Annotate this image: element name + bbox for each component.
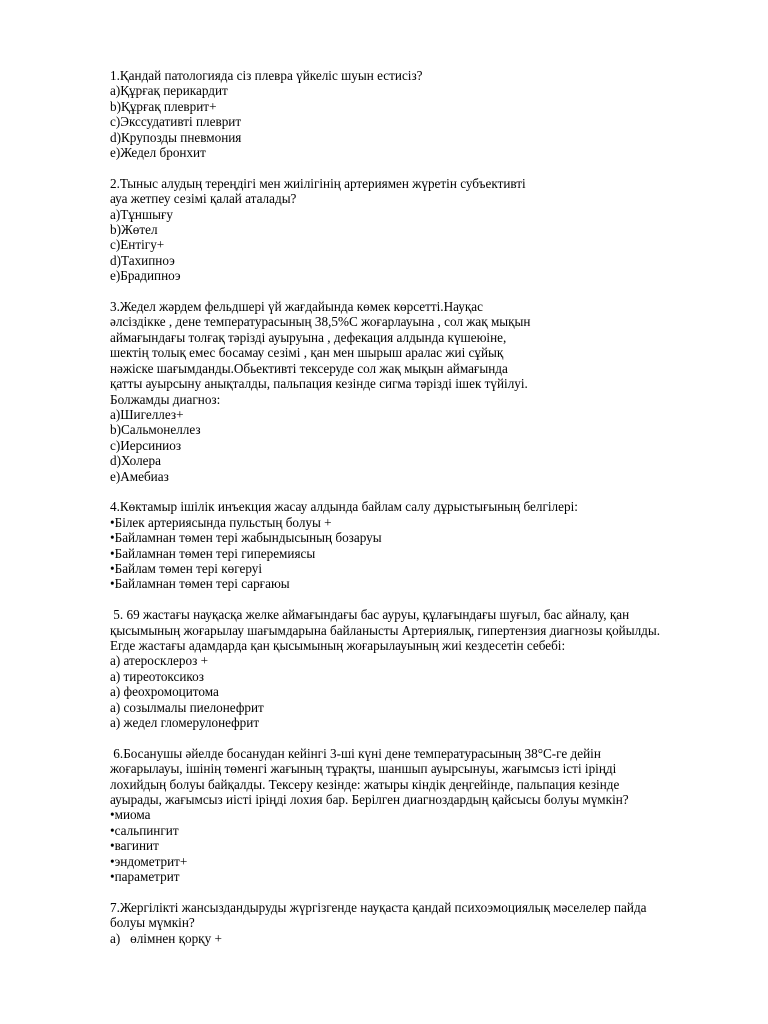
answer-option: d)Крупозды пневмония [110,129,242,145]
question-text: жоғарылауы, ішінің төменгі жағының тұрақты, шаншып ауырсынуы, жағымсыз істі іріңді [110,761,617,777]
question-text: 1.Қандай патологияда сіз плевра үйкеліс шуын естисіз? [110,68,423,83]
answer-option: •Байламнан төмен тері гиперемиясы [110,545,316,561]
document-page [110,68,720,961]
question-1 [110,68,720,160]
answer-option: c)Ентігу+ [110,237,165,253]
answer-option: a)Тұншығу [110,206,173,222]
answer-option: •вагинит [110,838,159,854]
answer-option: а) тиреотоксикоз [110,668,204,684]
answer-option: e)Жедел бронхит [110,145,206,161]
answer-option: •Байламнан төмен тері сарғаюы [110,576,290,592]
answer-option: •Байламнан төмен тері жабындысының бозаруы [110,530,382,546]
question-text: шектің толық емес босамау сезімі , қан мен шырыш аралас жиі сұйық [110,345,504,361]
answer-option: •миома [110,807,151,823]
answer-option: •эндометрит+ [110,853,188,869]
question-4 [110,499,720,591]
question-text: 5. 69 жастағы науқасқа желке аймағындағы бас ауруы, құлағындағы шуғыл, бас айналу, қан [110,607,630,623]
question-text: ауа жетпеу сезімі қалай аталады? [110,191,297,207]
answer-option: d)Тахипноэ [110,252,175,268]
question-text: 6.Босанушы әйелде босанудан кейінгі 3-ші күні дене температурасының 38°С-ге дейін [110,745,601,761]
answer-option: •сальпингит [110,822,179,838]
answer-option: а) феохромоцитома [110,684,219,700]
question-text: нәжіске шағымданды.Обьективті тексеруде сол жақ мықын аймағында [110,360,508,376]
answer-option: а) атеросклероз + [110,653,209,669]
answer-option: a)Құрғақ перикардит [110,83,228,99]
answer-option: •Байлам төмен тері көгеруі [110,560,263,576]
question-text: 2.Тыныс алудың тереңдігі мен жиілігінің артериямен жүретін субъективті [110,175,526,191]
question-text: аймағындағы толғақ тәрізді ауыруына , дефекация алдында күшеюіне, [110,329,507,345]
answer-option: e)Брадипноэ [110,268,181,284]
answer-option: b)Сальмонеллез [110,422,201,438]
question-7 [110,900,720,946]
question-text: лохийдың болуы байқалды. Тексеру кезінде: жатыры кіндік деңгейінде, пальпация кезінде [110,776,620,792]
answer-option: b)Құрғақ плеврит+ [110,98,217,114]
answer-option: e)Амебиаз [110,468,169,484]
answer-option: c)Экссудативті плеврит [110,114,242,130]
answer-option: •параметрит [110,869,180,885]
question-5 [110,607,720,730]
question-text: 4.Көктамыр ішілік инъекция жасау алдында байлам салу дұрыстығының белгілері: [110,499,578,515]
question-3 [110,299,720,484]
answer-option: d)Холера [110,453,161,469]
question-text: ауырады, жағымсыз иісті іріңді лохия бар. Берілген диагноздардың қайсысы болуы мүмкін? [110,792,629,808]
question-text: 3.Жедел жәрдем фельдшері үй жағдайында көмек көрсетті.Науқас [110,299,483,315]
answer-option: а) созылмалы пиелонефрит [110,699,264,715]
answer-option: а) жедел гломерулонефрит [110,715,260,730]
question-text: қатты ауырсыну анықталды, пальпация кезінде сигма тәрізді ішек түйілуі. [110,376,528,392]
question-6 [110,746,720,885]
answer-option: a)Шигеллез+ [110,406,184,422]
answer-option: b)Жөтел [110,222,158,238]
answer-option: c)Иерсиниоз [110,437,182,453]
question-text: болуы мүмкін? [110,915,195,931]
question-text: қысымының жоғарылау шағымдарына байланысты Артериялық, гипертензия диагнозы қойылды. [110,622,661,638]
question-text: Болжамды диагноз: [110,391,221,407]
question-text: Егде жастағы адамдарда қан қысымының жоғарылауының жиі кездесетін себебі: [110,637,566,653]
answer-option: а) өлімнен қорқу + [110,930,222,946]
question-text: 7.Жергілікті жансыздандыруды жүргізгенде науқаста қандай психоэмоциялық мәселелер пайда [110,899,647,915]
answer-option: •Білек артериясында пульстың болуы + [110,514,332,530]
question-text: әлсіздікке , дене температурасының 38,5%С жоғарлауына , сол жақ мықын [110,314,531,330]
question-2 [110,176,720,284]
